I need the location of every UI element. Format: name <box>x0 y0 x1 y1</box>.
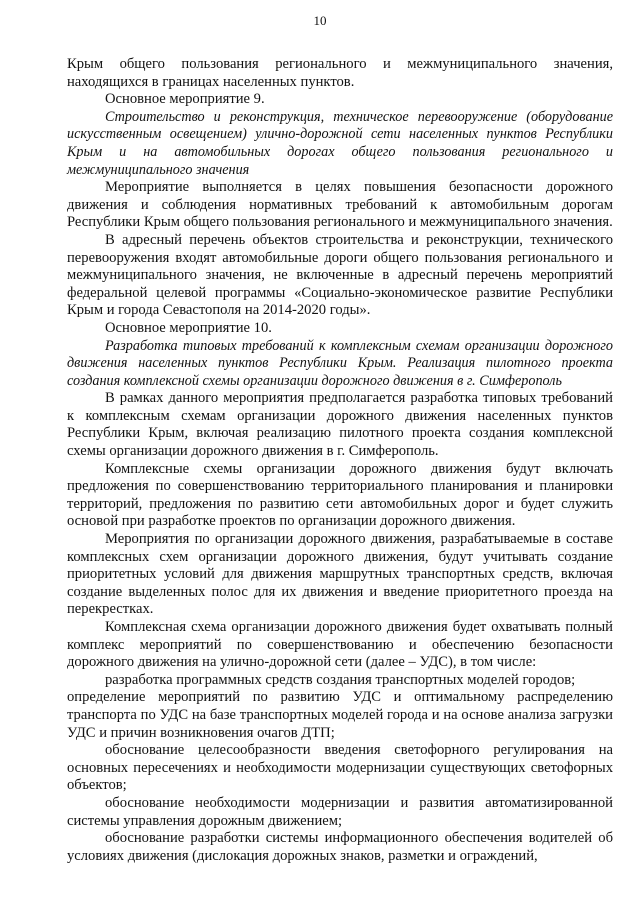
page-number: 10 <box>313 13 327 28</box>
document-body <box>67 56 613 865</box>
paragraph: В рамках данного мероприятия предполагается разработка типовых требований к комплексным схемам организации дорожного движения населенных пунктов Республики Крым, включая реализацию пилотного проекта создания комплексной схемы организации дорожного движения в г. Симферополь. <box>67 390 613 460</box>
paragraph: В адресный перечень объектов строительства и реконструкции, технического перевооружения входят автомобильные дороги общего пользования регионального и межмуниципального значения, не включенные в адресный перечень мероприятий федеральной целевой программы «Социально-экономическое развитие Республики Крым и города Севастополя на 2014-2020 годы». <box>67 231 613 319</box>
section-heading: Строительство и реконструкция, техническое перевооружение (оборудование искусственным освещением) улично-дорожной сети населенных пунктов Республики Крым и на автомобильных дорогах общего пользования регионального и межмуниципального значения <box>67 108 613 178</box>
section-heading: Разработка типовых требований к комплексным схемам организации дорожного движения населенных пунктов Республики Крым. Реализация пилотного проекта создания комплексной схемы организации дорожного движения в г. Симферополь <box>67 337 613 389</box>
paragraph: Комплексная схема организации дорожного движения будет охватывать полный комплекс мероприятий по совершенствованию и обеспечению безопасности дорожного движения на улично-дорожной сети (далее – УДС), в том числе: <box>67 619 613 671</box>
list-item: обоснование разработки системы информационного обеспечения водителей об условиях движения (дислокация дорожных знаков, разметки и ограждений, <box>67 830 613 864</box>
paragraph: Комплексные схемы организации дорожного движения будут включать предложения по совершенствованию территориального планирования и планировки территорий, предложения по развитию сети автомобильных дорог и будет служить основой при разработке проектов по организации дорожного движения. <box>67 460 613 530</box>
list-item: определение мероприятий по развитию УДС и оптимальному распределению транспорта по УДС на базе транспортных моделей города и на основе анализа загрузки УДС и причин возникновения очагов ДТП; <box>67 689 613 741</box>
paragraph: Мероприятия по организации дорожного движения, разрабатываемые в составе комплексных схем организации дорожного движения, будут учитывать создание приоритетных условий для движения маршрутных транспортных средств, включая создание выделенных полос для их движения и введение приоритетного проезда на перекрестках. <box>67 531 613 618</box>
list-item: разработка программных средств создания транспортных моделей городов; <box>105 671 576 688</box>
paragraph: Крым общего пользования регионального и межмуниципального значения, находящихся в границах населенных пунктов. <box>67 56 613 90</box>
paragraph: Основное мероприятие 9. <box>105 91 265 108</box>
list-item: обоснование целесообразности введения светофорного регулирования на основных пересечениях и необходимости модернизации существующих светофорных объектов; <box>67 742 613 794</box>
paragraph: Мероприятие выполняется в целях повышения безопасности дорожного движения и соблюдения нормативных требований к автомобильным дорогам Республики Крым общего пользования регионального и межмуниципального значения. <box>67 179 613 231</box>
list-item: обоснование необходимости модернизации и развития автоматизированной системы управления дорожным движением; <box>67 794 613 829</box>
paragraph: Основное мероприятие 10. <box>105 319 272 336</box>
